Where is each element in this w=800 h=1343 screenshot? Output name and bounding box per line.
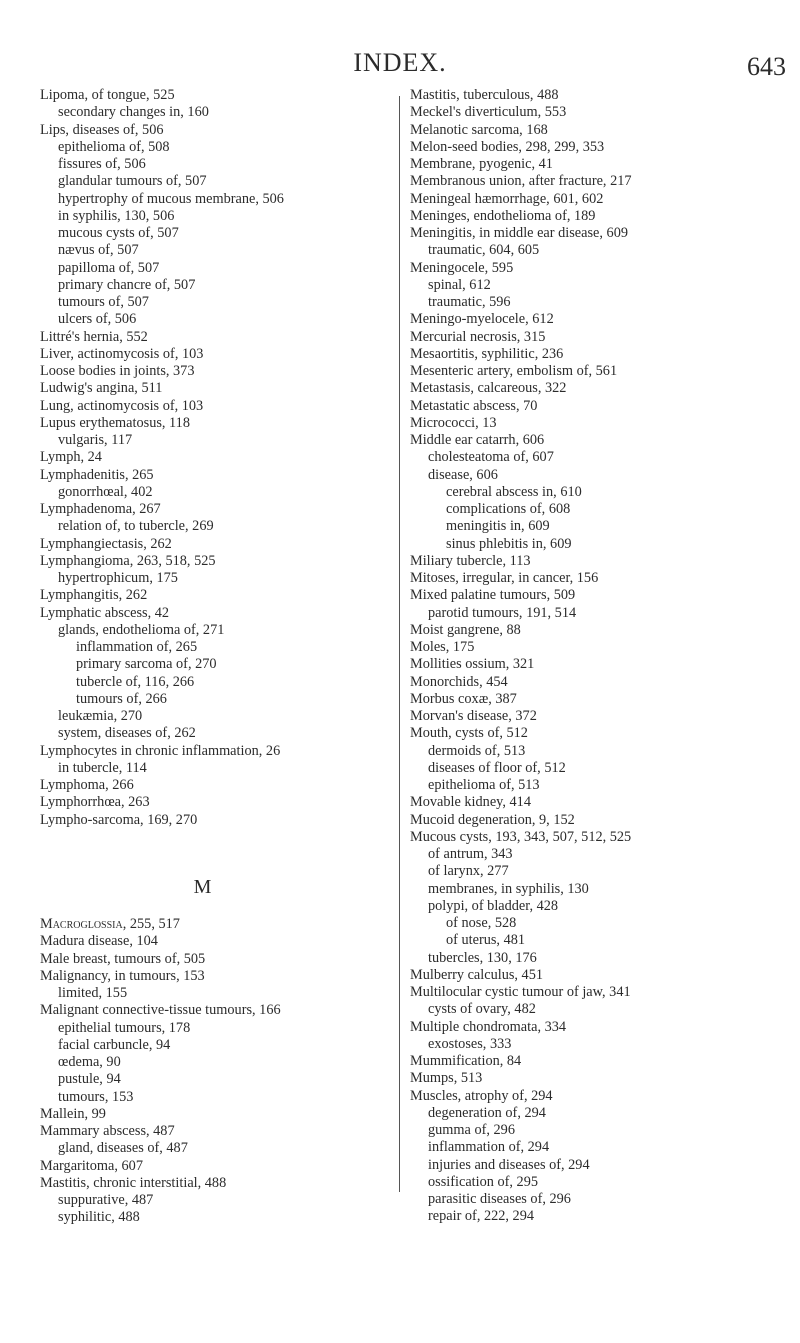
index-entry: Loose bodies in joints, 373: [40, 363, 195, 379]
index-entry: Male breast, tumours of, 505: [40, 950, 206, 967]
index-entry: Lympho-sarcoma, 169, 270: [40, 811, 198, 828]
index-entry: Moist gangrene, 88: [410, 621, 521, 638]
index-entry: Madura disease, 104: [40, 933, 158, 950]
index-entry: Mesaortitis, syphilitic, 236: [410, 345, 564, 362]
index-entry: Mummification, 84: [410, 1053, 522, 1069]
index-entry: Metastasis, calcareous, 322: [410, 380, 567, 397]
index-subentry: parasitic diseases of, 296: [428, 1191, 571, 1207]
index-entry: Lymphadenitis, 265: [40, 466, 154, 483]
index-entry: Lupus erythematosus, 118: [40, 414, 190, 431]
index-subentry: tumours, 153: [58, 1088, 134, 1105]
index-subentry: limited, 155: [58, 985, 128, 1001]
index-entry: Margaritoma, 607: [40, 1157, 143, 1174]
index-entry: Middle ear catarrh, 606: [410, 432, 545, 448]
index-entry: Multilocular cystic tumour of jaw, 341: [410, 984, 631, 1000]
index-entry: Membranous union, after fracture, 217: [410, 173, 632, 190]
index-subentry: facial carbuncle, 94: [58, 1036, 171, 1053]
index-subentry: sinus phlebitis in, 609: [446, 535, 572, 552]
index-entry: Muscles, atrophy of, 294: [410, 1087, 553, 1104]
index-entry: Mastitis, chronic interstitial, 488: [40, 1174, 227, 1191]
index-entry: Mitoses, irregular, in cancer, 156: [410, 570, 599, 586]
index-entry: Mixed palatine tumours, 509: [410, 587, 576, 604]
index-entry: Malignancy, in tumours, 153: [40, 967, 205, 984]
index-entries-m: [40, 916, 395, 1227]
index-entry: Lung, actinomycosis of, 103: [40, 397, 204, 414]
index-subentry: inflammation of, 294: [428, 1139, 550, 1156]
index-subentry: cerebral abscess in, 610: [446, 483, 582, 500]
index-entry: Membrane, pyogenic, 41: [410, 156, 553, 172]
index-subentry: inflammation of, 265: [76, 639, 198, 655]
index-subentry: leukæmia, 270: [58, 708, 143, 724]
index-subentry: secondary changes in, 160: [58, 104, 209, 121]
index-entry: Lipoma, of tongue, 525: [40, 87, 175, 103]
index-subentry: relation of, to tubercle, 269: [58, 518, 214, 535]
index-subentry: diseases of floor of, 512: [428, 759, 566, 776]
index-subentry: primary sarcoma of, 270: [76, 656, 217, 673]
index-entry: Meningo-myelocele, 612: [410, 311, 554, 328]
index-subentry: tumours of, 266: [76, 690, 167, 707]
column-divider: [399, 96, 400, 1192]
index-subentry: suppurative, 487: [58, 1192, 154, 1208]
index-entry: Moles, 175: [410, 639, 475, 655]
index-subentry: of larynx, 277: [428, 863, 509, 880]
index-subentry: mucous cysts of, 507: [58, 225, 179, 241]
index-subentry: disease, 606: [428, 466, 498, 483]
index-subentry: hypertrophy of mucous membrane, 506: [58, 190, 284, 207]
page-number: 643: [747, 52, 786, 81]
page-header: [0, 48, 800, 81]
index-subentry: tubercles, 130, 176: [428, 949, 537, 966]
index-entry: Mallein, 99: [40, 1105, 106, 1122]
index-entry: Lymphorrhœa, 263: [40, 794, 150, 811]
index-subentry: degeneration of, 294: [428, 1104, 546, 1121]
index-entry: Meningitis, in middle ear disease, 609: [410, 225, 628, 241]
index-subentry: of nose, 528: [446, 915, 517, 931]
index-subentry: spinal, 612: [428, 276, 491, 293]
index-subentry: meningitis in, 609: [446, 518, 550, 535]
index-entries-l: [40, 87, 395, 829]
index-subentry: repair of, 222, 294: [428, 1208, 535, 1225]
index-entry: Mumps, 513: [410, 1070, 483, 1087]
index-entry: Multiple chondromata, 334: [410, 1018, 567, 1035]
index-subentry: epithelial tumours, 178: [58, 1019, 191, 1036]
index-subentry: gumma of, 296: [428, 1122, 515, 1138]
index-entry: Macroglossia, 255, 517: [40, 916, 180, 932]
index-subentry: of antrum, 343: [428, 846, 513, 862]
index-subentry: syphilitic, 488: [58, 1209, 140, 1226]
index-entry: Mammary abscess, 487: [40, 1123, 175, 1139]
index-subentry: polypi, of bladder, 428: [428, 897, 559, 914]
index-subentry: pustule, 94: [58, 1071, 121, 1088]
index-entry: Mercurial necrosis, 315: [410, 328, 546, 345]
index-entry: Lips, diseases of, 506: [40, 121, 164, 138]
index-entry: Melanotic sarcoma, 168: [410, 121, 548, 138]
index-subentry: vulgaris, 117: [58, 432, 133, 448]
index-subentry: ossification of, 295: [428, 1173, 538, 1190]
index-entry: Lymphoma, 266: [40, 777, 134, 793]
index-entry: Mucoid degeneration, 9, 152: [410, 811, 575, 828]
index-entry: Littré's hernia, 552: [40, 328, 148, 345]
index-subentry: fissures of, 506: [58, 156, 146, 172]
index-entry: Metastatic abscess, 70: [410, 397, 538, 414]
index-subentry: injuries and diseases of, 294: [428, 1156, 590, 1173]
index-subentry: tubercle of, 116, 266: [76, 673, 195, 690]
index-subentry: parotid tumours, 191, 514: [428, 604, 577, 621]
index-entry: Lymphadenoma, 267: [40, 501, 161, 517]
index-subentry: glands, endothelioma of, 271: [58, 621, 225, 638]
index-subentry: tumours of, 507: [58, 294, 149, 310]
index-subentry: epithelioma of, 513: [428, 777, 540, 793]
index-entry: Melon-seed bodies, 298, 299, 353: [410, 138, 605, 155]
index-entry: Lymphatic abscess, 42: [40, 604, 170, 621]
index-subentry: in tubercle, 114: [58, 759, 147, 776]
index-subentry: papilloma of, 507: [58, 259, 160, 276]
index-entry: Liver, actinomycosis of, 103: [40, 345, 204, 362]
index-subentry: system, diseases of, 262: [58, 725, 196, 742]
index-entries-m-continued: [410, 87, 795, 1226]
index-entry: Meningocele, 595: [410, 259, 514, 276]
index-entry: Morvan's disease, 372: [410, 708, 537, 724]
index-subentry: glandular tumours of, 507: [58, 173, 207, 190]
index-subentry: in syphilis, 130, 506: [58, 207, 175, 224]
index-subentry: exostoses, 333: [428, 1035, 512, 1052]
index-subentry: cholesteatoma of, 607: [428, 449, 554, 466]
index-entry: Mastitis, tuberculous, 488: [410, 87, 559, 103]
index-entry: Malignant connective-tissue tumours, 166: [40, 1002, 281, 1019]
index-column-left: [40, 87, 395, 1227]
index-subentry: epithelioma of, 508: [58, 138, 170, 155]
index-entry: Mucous cysts, 193, 343, 507, 512, 525: [410, 828, 632, 845]
index-entry: Movable kidney, 414: [410, 794, 531, 811]
index-entry: Lymphangiectasis, 262: [40, 535, 172, 552]
index-column-right: [410, 87, 795, 1226]
index-entry: Meninges, endothelioma of, 189: [410, 207, 596, 224]
index-subentry: ulcers of, 506: [58, 311, 137, 328]
index-entry: Lymphocytes in chronic inflammation, 26: [40, 742, 281, 759]
index-entry: Meningeal hæmorrhage, 601, 602: [410, 190, 604, 207]
index-subentry: hypertrophicum, 175: [58, 570, 178, 586]
index-entry: Mollities ossium, 321: [410, 656, 535, 673]
index-subentry: membranes, in syphilis, 130: [428, 880, 589, 897]
index-subentry: cysts of ovary, 482: [428, 1001, 536, 1018]
index-entry: Mulberry calculus, 451: [410, 966, 544, 983]
index-entry: Lymph, 24: [40, 449, 102, 466]
index-entry: Mesenteric artery, embolism of, 561: [410, 363, 618, 379]
index-subentry: traumatic, 604, 605: [428, 242, 540, 259]
index-entry: Meckel's diverticulum, 553: [410, 104, 567, 121]
index-subentry: primary chancre of, 507: [58, 276, 196, 293]
index-entry: Mouth, cysts of, 512: [410, 725, 528, 742]
index-subentry: gland, diseases of, 487: [58, 1140, 188, 1157]
index-entry: Morbus coxæ, 387: [410, 690, 517, 707]
index-entry: Lymphangioma, 263, 518, 525: [40, 552, 216, 569]
index-entry: Micrococci, 13: [410, 414, 497, 431]
index-subentry: gonorrhœal, 402: [58, 483, 153, 500]
index-entry: Ludwig's angina, 511: [40, 380, 163, 397]
index-subentry: dermoids of, 513: [428, 742, 526, 759]
page-title: INDEX.: [353, 48, 447, 77]
index-subentry: of uterus, 481: [446, 932, 526, 949]
section-letter-m: M: [193, 875, 212, 898]
index-entry: Lymphangitis, 262: [40, 587, 148, 604]
index-subentry: nævus of, 507: [58, 242, 139, 259]
index-subentry: traumatic, 596: [428, 294, 511, 310]
index-subentry: complications of, 608: [446, 501, 571, 517]
index-entry: Miliary tubercle, 113: [410, 552, 531, 569]
index-subentry: œdema, 90: [58, 1054, 121, 1070]
index-entry: Monorchids, 454: [410, 673, 508, 690]
